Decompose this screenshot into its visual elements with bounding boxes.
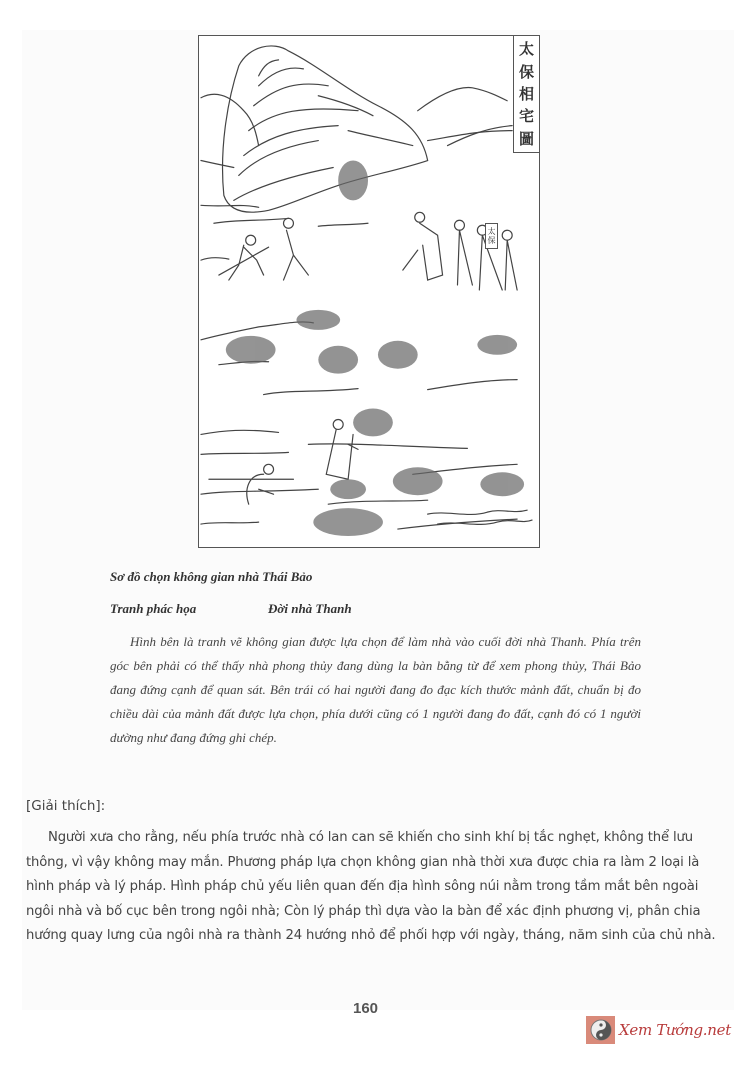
bush <box>353 409 393 437</box>
name-tag-char: 太 <box>487 227 496 236</box>
page-number: 160 <box>353 1000 379 1017</box>
title-char: 保 <box>518 62 534 81</box>
logo-text: Xem Tướng.net <box>619 1021 731 1039</box>
yin-yang-icon <box>586 1016 615 1044</box>
title-char: 宅 <box>518 107 534 126</box>
watermark-logo <box>586 1015 731 1045</box>
river-waves <box>428 510 532 524</box>
explanation-paragraph: Người xưa cho rằng, nếu phía trước nhà có lan can sẽ khiến cho sinh khí bị tắc nghẹt, không thể lưu thông, vì vậy không may mắn. Phương pháp lựa chọn không gian nhà thời xưa được chia ra làm 2 loại là hình pháp và lý pháp. Hình pháp chủ yếu liên quan đến địa hình sông núi nằm trong tầm mắt bên ngoài ngôi nhà và bố cục bên trong ngôi nhà; Còn lý pháp thì dựa vào la bàn để xác định phương vị, phân chia hướng quay lưng của ngôi nhà ra thành 24 hướng nhỏ để phối hợp với ngày, tháng, năm sinh của chủ nhà. <box>26 830 716 943</box>
name-tag-char: 保 <box>487 236 496 245</box>
right-hill <box>418 88 507 111</box>
title-char: 相 <box>518 84 534 103</box>
caption-subtitle-left: Tranh phác họa <box>110 601 197 616</box>
caption-title: Sơ đồ chọn không gian nhà Thái Bảo <box>110 569 313 584</box>
figure-surveyor-3-head <box>264 464 274 474</box>
figure-geomancer <box>403 223 443 280</box>
mountain-outline <box>223 46 428 212</box>
title-char: 圖 <box>518 129 534 148</box>
figure-scribe-head <box>333 419 343 429</box>
caption-paragraph: Hình bên là tranh vẽ không gian được lựa chọn để làm nhà vào cuối đời nhà Thanh. Phía trên góc bên phải có thể thấy nhà phong thủy đang dùng la bàn bằng từ để xem phong thủy, Thái Bảo đang đứng cạnh để quan sát. Bên trái có hai người đang đo đạc kích thước mảnh đất, chuẩn bị đo chiều dài của mảnh đất được lựa chọn, phía dưới cũng có 1 người đang đo đất, cạnh đó có 1 người dường như đang đứng ghi chép. <box>110 634 641 745</box>
caption-body <box>110 630 641 750</box>
illustration-title-vertical <box>513 36 539 153</box>
caption-subtitle-right: Đời nhà Thanh <box>268 601 352 616</box>
figure-surveyor-1 <box>219 245 269 280</box>
bush <box>378 341 418 369</box>
figure-geomancer-head <box>415 212 425 222</box>
figure-surveyor-2 <box>284 230 309 280</box>
illustration-drawing <box>199 36 539 547</box>
explanation-body <box>26 826 726 949</box>
bush <box>480 472 524 496</box>
figure-scribe <box>326 429 358 479</box>
illustration-taibao-house-site <box>198 35 540 548</box>
bush <box>296 310 340 330</box>
bush <box>226 336 276 364</box>
bush <box>477 335 517 355</box>
bush <box>330 479 366 499</box>
bush <box>338 161 368 201</box>
figure-surveyor-2-head <box>284 218 294 228</box>
figure-surveyor-1-head <box>246 235 256 245</box>
figure-surveyor-3 <box>209 474 294 504</box>
bush <box>318 346 358 374</box>
illustration-name-tag <box>485 223 498 249</box>
bush <box>393 467 443 495</box>
title-char: 太 <box>518 40 534 59</box>
rocks <box>313 508 383 536</box>
explanation-heading: [Giải thích]: <box>26 798 106 814</box>
